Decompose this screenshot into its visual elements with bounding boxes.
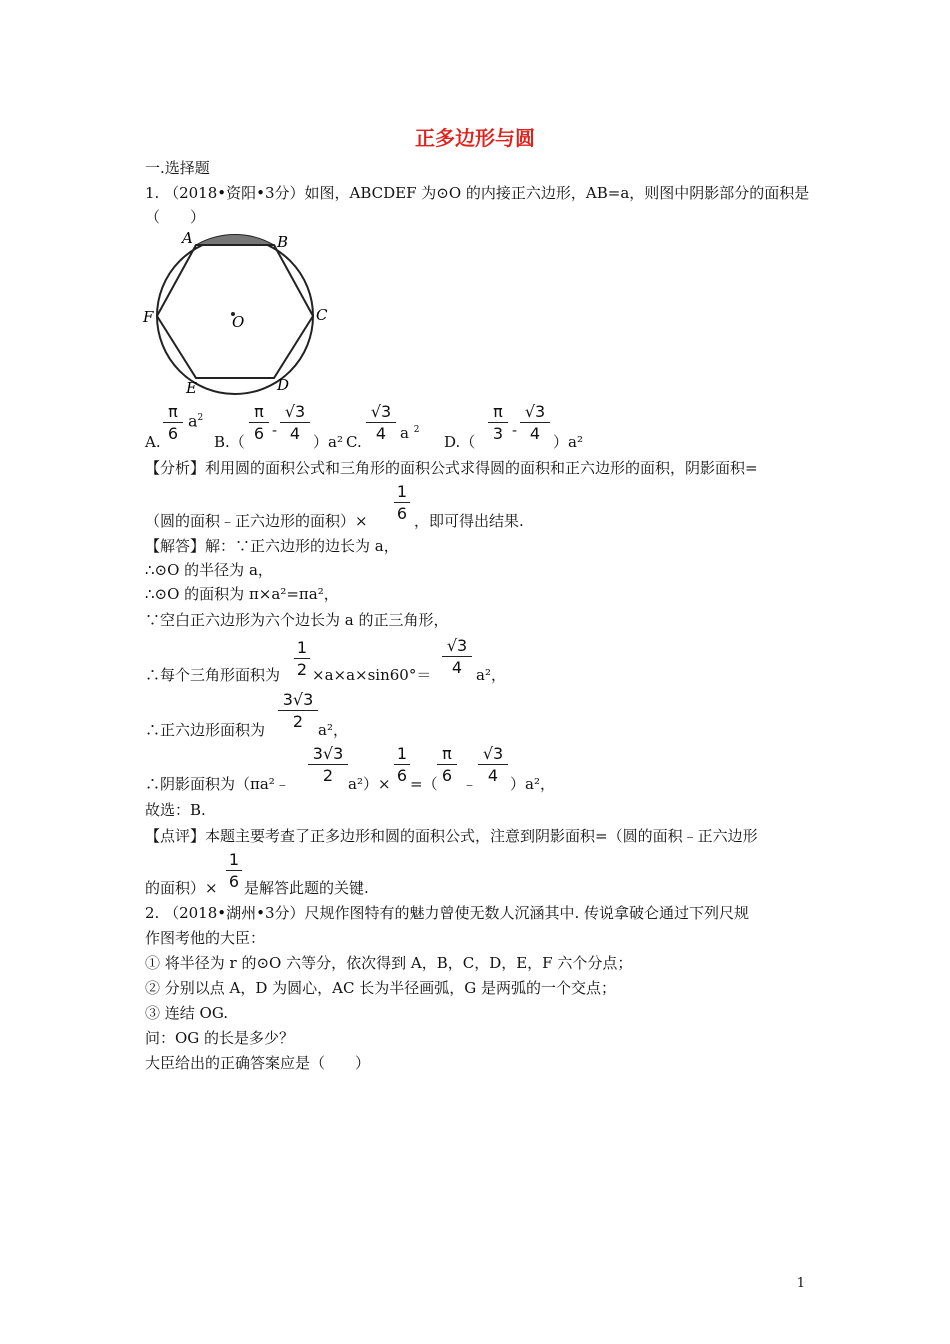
solution-line6-a: ∴正六边形面积为 xyxy=(145,721,266,739)
q1-paren: （ ） xyxy=(145,208,206,226)
frac-1-6-analysis: 1 6 xyxy=(394,482,410,523)
q1-stem: 1. （2018•资阳•3分）如图，ABCDEF 为⊙O 的内接正六边形，AB=a，则图中阴影部分的面积是 xyxy=(145,184,810,202)
frac-1-6-comment: 1 6 xyxy=(226,850,242,891)
solution-line6-b: a²， xyxy=(318,721,348,739)
hexagon-circle-figure xyxy=(140,228,340,403)
q2-line6: 问：OG 的长是多少？ xyxy=(145,1029,295,1047)
option-a-a2: $a^2$ xyxy=(188,411,204,431)
solution-line2: ∴⊙O 的半径为 a， xyxy=(145,561,273,579)
page-number: 1 xyxy=(796,1276,805,1291)
hexagon xyxy=(157,245,313,378)
label-d: D xyxy=(277,376,290,394)
solution-line7-a: ∴阴影面积为（πa²﹣ xyxy=(145,775,290,793)
comment-line2-b: 是解答此题的关键. xyxy=(244,879,369,897)
label-o: O xyxy=(232,313,245,331)
option-d-minus: - xyxy=(512,421,518,439)
label-c: C xyxy=(316,306,328,324)
label-a: A xyxy=(182,229,193,247)
solution-line7-e: ）a²， xyxy=(510,775,555,793)
shaded-segment xyxy=(196,235,274,245)
option-b-label: B.（ xyxy=(214,433,245,451)
solution-line4: ∵空白正六边形为六个边长为 a 的正三角形， xyxy=(145,611,449,629)
frac-r3-4-b: √3 4 xyxy=(280,402,310,443)
frac-r3-4-d: √3 4 xyxy=(520,402,550,443)
solution-line7-b: a²）× xyxy=(348,775,391,793)
q2-line2: 作图考他的大臣： xyxy=(145,929,266,947)
solution-line1: 【解答】解：∵正六边形的边长为 a， xyxy=(145,537,399,555)
comment-line2-a: 的面积）× xyxy=(145,879,218,897)
q2-line1: 2. （2018•湖州•3分）尺规作图特有的魅力曾使无数人沉涵其中. 传说拿破仑通过下列尺规 xyxy=(145,904,750,922)
option-d-label: D.（ xyxy=(444,433,476,451)
frac-pi-6-a: π 6 xyxy=(163,402,183,443)
q2-line3: ① 将半径为 r 的⊙O 六等分，依次得到 A，B，C，D，E，F 六个分点； xyxy=(145,954,633,972)
section-heading: 一.选择题 xyxy=(145,159,210,177)
frac-1-2: 1 2 xyxy=(294,638,310,679)
solution-line3: ∴⊙O 的面积为 π×a²=πa²， xyxy=(145,585,339,603)
frac-3r3-2-sol7: 3√3 2 xyxy=(308,744,348,785)
option-d-tail: ）a² xyxy=(553,433,583,451)
frac-pi-6-b: π 6 xyxy=(249,402,269,443)
solution-line7-d: ﹣ xyxy=(462,775,478,793)
option-c-a2: a $^2$ xyxy=(400,424,420,442)
choose-line: 故选：B. xyxy=(145,801,206,819)
frac-r3-4-sol5: √3 4 xyxy=(442,636,472,677)
analysis-line1: 【分析】利用圆的面积公式和三角形的面积公式求得圆的面积和正六边形的面积，阴影面积= xyxy=(145,459,758,477)
frac-r3-4-sol7: √3 4 xyxy=(478,744,508,785)
option-c-label: C. xyxy=(346,433,362,451)
q2-line7: 大臣给出的正确答案应是（ ） xyxy=(145,1054,371,1072)
solution-line5-b: ×a×a×sin60°＝ xyxy=(312,666,432,684)
frac-pi-3-d: π 3 xyxy=(488,402,508,443)
page-title: 正多边形与圆 xyxy=(415,126,535,150)
q2-line4: ② 分别以点 A，D 为圆心，AC 长为半径画弧，G 是两弧的一个交点； xyxy=(145,979,616,997)
frac-1-6-sol7: 1 6 xyxy=(394,744,410,785)
solution-line5-c: a²， xyxy=(476,666,506,684)
solution-line5-a: ∴每个三角形面积为 xyxy=(145,666,281,684)
frac-r3-4-c: √3 4 xyxy=(366,402,396,443)
option-b-minus: - xyxy=(272,421,278,439)
frac-pi-6-sol7: π 6 xyxy=(437,744,457,785)
comment-line1: 【点评】本题主要考查了正多边形和圆的面积公式，注意到阴影面积=（圆的面积﹣正六边形 xyxy=(145,827,758,845)
analysis-line2: （圆的面积﹣正六边形的面积）× xyxy=(145,512,368,530)
solution-line7-c: =（ xyxy=(410,775,438,793)
q2-line5: ③ 连结 OG. xyxy=(145,1004,229,1022)
option-b-tail: ）a² xyxy=(313,433,343,451)
analysis-line2-tail: ，即可得出结果. xyxy=(414,512,524,530)
frac-3r3-2-sol6: 3√3 2 xyxy=(278,690,318,731)
label-b: B xyxy=(277,233,289,251)
option-a-label: A. xyxy=(145,433,161,451)
label-f: F xyxy=(143,308,154,326)
label-e: E xyxy=(186,379,197,397)
